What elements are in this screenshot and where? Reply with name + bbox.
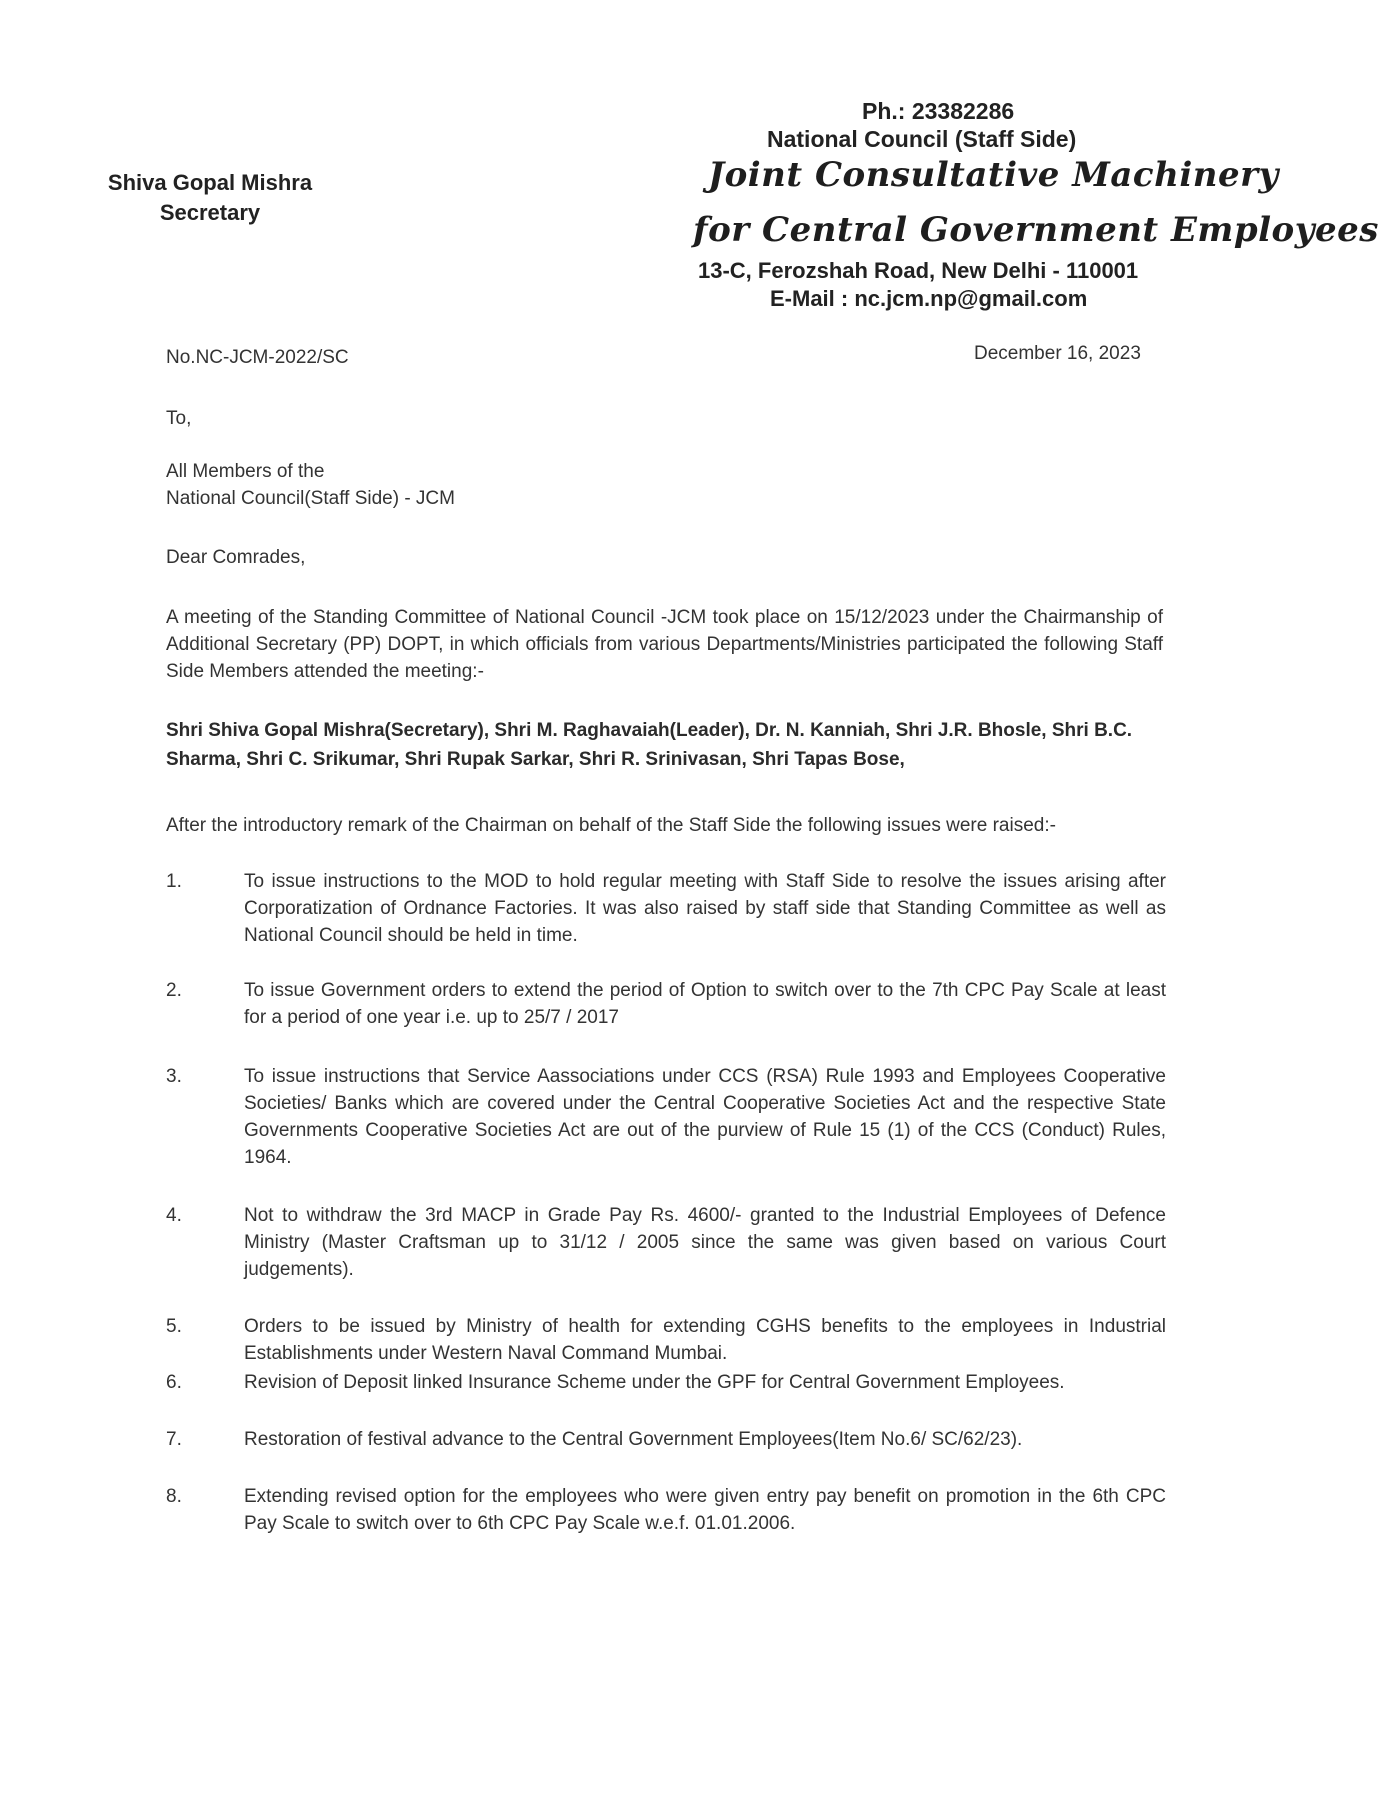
sender-name: Shiva Gopal Mishra [107, 170, 313, 195]
item-number: 7. [166, 1429, 182, 1450]
list-item [166, 1313, 1166, 1367]
item-text: To issue instructions to the MOD to hold regular meeting with Staff Side to resolve the issues arising after Corporatization of Ordnance Factories. It was also raised by staff side that Standing Committee as well as National Council should be held in time. [244, 871, 1166, 946]
remark-paragraph: After the introductory remark of the Chairman on behalf of the Staff Side the following issues were raised:- [166, 815, 1056, 836]
list-item [166, 1426, 1166, 1453]
recipient-line-1: All Members of the [166, 461, 325, 482]
item-text: Restoration of festival advance to the Central Government Employees(Item No.6/ SC/62/23). [244, 1429, 1023, 1450]
item-number: 3. [166, 1066, 182, 1087]
item-number: 4. [166, 1205, 182, 1226]
list-item [166, 977, 1166, 1031]
intro-paragraph: A meeting of the Standing Committee of National Council -JCM took place on 15/12/2023 under the Chairmanship of Additional Secretary (PP) DOPT, in which officials from various Departments/Ministries participated the following Staff Side Members attended the meeting:- [166, 607, 1163, 682]
letterhead-phone: Ph.: 23382286 [862, 98, 1015, 124]
list-item [166, 1369, 1166, 1396]
item-text: To issue Government orders to extend the period of Option to switch over to the 7th CPC Pay Scale at least for a period of one year i.e. up to 25/7 / 2017 [244, 980, 1166, 1028]
item-text: Revision of Deposit linked Insurance Scheme under the GPF for Central Government Employees. [244, 1372, 1065, 1393]
list-item [166, 1063, 1166, 1171]
list-item [166, 868, 1166, 949]
item-number: 2. [166, 980, 182, 1001]
item-text: Not to withdraw the 3rd MACP in Grade Pay Rs. 4600/- granted to the Industrial Employees of Defence Ministry (Master Craftsman up to 31/12 / 2005 since the same was given based on various Court judgements). [244, 1205, 1166, 1280]
letterhead-email: E-Mail : nc.jcm.np@gmail.com [770, 286, 1088, 311]
reference-number: No.NC-JCM-2022/SC [166, 347, 349, 368]
recipient-line-2: National Council(Staff Side) - JCM [166, 488, 455, 509]
letterhead-council: National Council (Staff Side) [767, 126, 1077, 152]
attendees-paragraph: Shri Shiva Gopal Mishra(Secretary), Shri M. Raghavaiah(Leader), Dr. N. Kanniah, Shri J.R. Bhosle, Shri B.C. Sharma, Shri C. Srikumar, Shri Rupak Sarkar, Shri R. Srinivasan, Shri Tapas Bose, [166, 720, 1133, 770]
item-number: 5. [166, 1316, 182, 1337]
item-number: 8. [166, 1486, 182, 1507]
item-text: Extending revised option for the employees who were given entry pay benefit on promotion in the 6th CPC Pay Scale to switch over to 6th CPC Pay Scale w.e.f. 01.01.2006. [244, 1486, 1166, 1534]
item-text: To issue instructions that Service Aassociations under CCS (RSA) Rule 1993 and Employees Cooperative Societies/ Banks which are covered under the Central Cooperative Societies Act and the respective State Governments Cooperative Societies Act are out of the purview of Rule 15 (1) of the CCS (Conduct) Rules, 1964. [244, 1066, 1166, 1168]
letterhead-cge-script: for Central Government Employees [693, 210, 1379, 250]
list-item [166, 1202, 1166, 1283]
item-number: 1. [166, 871, 182, 892]
item-number: 6. [166, 1372, 182, 1393]
issues-list [166, 868, 1166, 1537]
letterhead-address: 13-C, Ferozshah Road, New Delhi - 110001 [698, 258, 1139, 283]
recipient-block [166, 458, 766, 512]
salutation: Dear Comrades, [166, 547, 306, 568]
letterhead-jcm-script: Joint Consultative Machinery [708, 155, 1279, 195]
list-item [166, 1483, 1166, 1537]
letter-date: December 16, 2023 [974, 343, 1141, 364]
sender-title: Secretary [159, 200, 261, 225]
to-line: To, [166, 408, 192, 429]
item-text: Orders to be issued by Ministry of health for extending CGHS benefits to the employees in Industrial Establishments under Western Naval Command Mumbai. [244, 1316, 1166, 1364]
